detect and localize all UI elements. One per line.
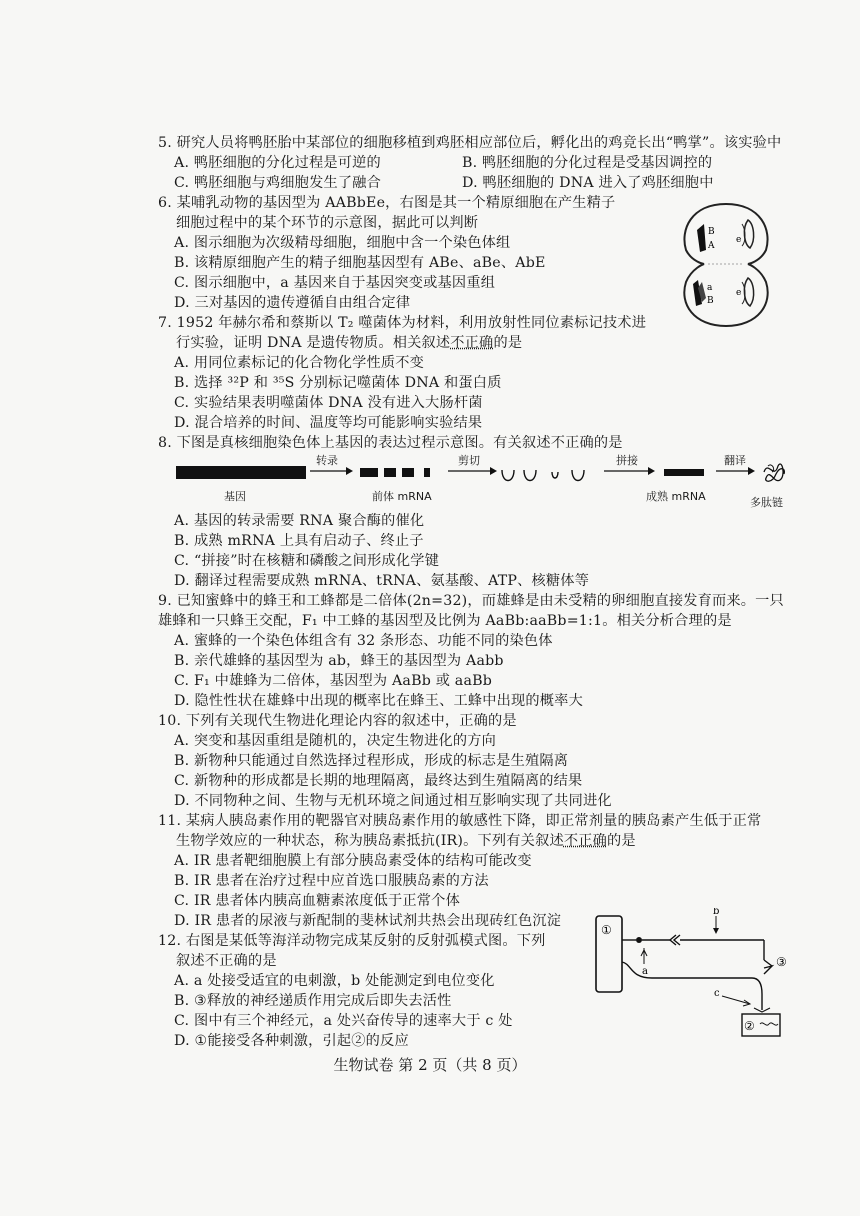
pre-mrna-segment xyxy=(402,468,414,477)
q9-stem-line1: 9. 已知蜜蜂中的蜂王和工蜂都是二倍体(2n=32)，而雄蜂是由未受精的卵细胞直接发育而来。一只 xyxy=(158,593,784,609)
q12-option-b: B. ③释放的神经递质作用完成后即失去活性 xyxy=(174,993,452,1009)
mature-mrna-bar xyxy=(664,469,704,476)
q10-stem: 10. 下列有关现代生物进化理论内容的叙述中，正确的是 xyxy=(158,713,517,729)
fig12-effector-synapse-label: ③ xyxy=(776,955,787,969)
q10-option-a: A. 突变和基因重组是随机的，决定生物进化的方向 xyxy=(174,733,497,749)
q11-stem-line2: 生物学效应的一种状态，称为胰岛素抵抗(IR)。下列有关叙述不正确的是 xyxy=(176,833,636,849)
q11-emphasis: 不正确 xyxy=(563,833,608,849)
q5-option-b: B. 鸭胚细胞的分化过程是受基因调控的 xyxy=(462,155,713,171)
q12-stem-line2: 叙述不正确的是 xyxy=(176,953,277,969)
fig12-effector-label: ② xyxy=(744,1019,755,1033)
q12-option-d: D. ①能接受各种刺激，引起②的反应 xyxy=(174,1033,409,1049)
q7-option-c: C. 实验结果表明噬菌体 DNA 没有进入大肠杆菌 xyxy=(174,395,483,411)
q12-option-c: C. 图中有三个神经元，a 处兴奋传导的速率大于 c 处 xyxy=(174,1013,513,1029)
q6-option-b: B. 该精原细胞产生的精子细胞基因型有 ABe、aBe、AbE xyxy=(174,255,546,271)
fig8-splice-label: 拼接 xyxy=(616,454,638,467)
q7-option-b: B. 选择 ³²P 和 ³⁵S 分别标记噬菌体 DNA 和蛋白质 xyxy=(174,375,502,391)
q11-option-b: B. IR 患者在治疗过程中应首选口服胰岛素的方法 xyxy=(174,873,489,889)
q5-option-a: A. 鸭胚细胞的分化过程是可逆的 xyxy=(174,155,381,171)
fig6-label-e-bottom: e xyxy=(736,288,742,298)
gene-bar xyxy=(176,466,306,479)
fig8-pre-mrna-label: 前体 mRNA xyxy=(372,490,432,503)
introns-icon xyxy=(500,466,600,486)
arrow-translate-icon xyxy=(716,466,756,476)
fig6-label-a: a xyxy=(707,283,713,293)
fig6-label-e-top: e xyxy=(736,235,742,245)
pre-mrna-segment xyxy=(384,468,396,477)
q6-option-c: C. 图示细胞中，a 基因来自于基因突变或基因重组 xyxy=(174,275,496,291)
q9-stem-line2: 雄蜂和一只蜂王交配，F₁ 中工蜂的基因型及比例为 AaBb:aaBb=1:1。相关分析合理的是 xyxy=(158,613,732,629)
fig12-receptor-label: ① xyxy=(601,923,612,937)
pre-mrna-segment xyxy=(360,468,378,477)
fig8-translate-label: 翻译 xyxy=(724,454,746,467)
fig8-peptide-label: 多肽链 xyxy=(750,496,783,509)
q9-option-c: C. F₁ 中雄蜂为二倍体，基因型为 AaBb 或 aaBb xyxy=(174,673,493,689)
q7-option-d: D. 混合培养的时间、温度等均可能影响实验结果 xyxy=(174,415,483,431)
q11-option-a: A. IR 患者靶细胞膜上有部分胰岛素受体的结构可能改变 xyxy=(174,853,532,869)
q6-stem-line2: 细胞过程中的某个环节的示意图，据此可以判断 xyxy=(176,215,479,231)
q10-option-c: C. 新物种的形成都是长期的地理隔离，最终达到生殖隔离的结果 xyxy=(174,773,583,789)
q10-option-d: D. 不同物种之间、生物与无机环境之间通过相互影响实现了共同进化 xyxy=(174,793,612,809)
fig12-b-label: b xyxy=(713,908,720,917)
fig8-cut-label: 剪切 xyxy=(458,454,480,467)
q6-option-d: D. 三对基因的遗传遵循自由组合定律 xyxy=(174,295,411,311)
q9-option-b: B. 亲代雄蜂的基因型为 ab，蜂王的基因型为 Aabb xyxy=(174,653,504,669)
arrow-cut-icon xyxy=(448,466,498,476)
q5-option-d: D. 鸭胚细胞的 DNA 进入了鸡胚细胞中 xyxy=(462,175,714,191)
fig8-gene-label: 基因 xyxy=(224,490,246,503)
q5-option-c: C. 鸭胚细胞与鸡细胞发生了融合 xyxy=(174,175,382,191)
page-footer: 生物试卷 第 2 页（共 8 页） xyxy=(333,1056,527,1074)
q7-emphasis: 不正确 xyxy=(450,335,494,351)
reflex-arc-figure xyxy=(592,908,802,1040)
q11-stem-line1: 11. 某病人胰岛素作用的靶器官对胰岛素作用的敏感性下降，即正常剂量的胰岛素产生低于正常 xyxy=(158,813,762,829)
q8-option-a: A. 基因的转录需要 RNA 聚合酶的催化 xyxy=(174,513,425,529)
q7-stem-line1: 7. 1952 年赫尔希和蔡斯以 T₂ 噬菌体为材料，利用放射性同位素标记技术进 xyxy=(158,315,647,331)
arrow-splice-icon xyxy=(604,466,656,476)
q5-stem: 5. 研究人员将鸭胚胎中某部位的细胞移植到鸡胚相应部位后，孵化出的鸡竞长出“鸭掌”。该实验中 xyxy=(158,135,782,151)
q12-stem-line1: 12. 右图是某低等海洋动物完成某反射的反射弧模式图。下列 xyxy=(158,933,546,949)
q11-option-d: D. IR 患者的尿液与新配制的斐林试剂共热会出现砖红色沉淀 xyxy=(174,913,562,929)
q8-option-d: D. 翻译过程需要成熟 mRNA、tRNA、氨基酸、ATP、核糖体等 xyxy=(174,573,590,589)
q8-stem: 8. 下图是真核细胞染色体上基因的表达过程示意图。有关叙述不正确的是 xyxy=(158,435,623,451)
pre-mrna-segment xyxy=(424,468,430,477)
q12-option-a: A. a 处接受适宜的电刺激，b 处能测定到电位变化 xyxy=(174,973,495,989)
q6-option-a: A. 图示细胞为次级精母细胞，细胞中含一个染色体组 xyxy=(174,235,511,251)
fig8-mature-mrna-label: 成熟 mRNA xyxy=(646,490,706,503)
fig8-transcribe-label: 转录 xyxy=(316,454,338,467)
q7-stem-line2: 行实验，证明 DNA 是遗传物质。相关叙述不正确的是 xyxy=(176,335,523,351)
q6-stem-line1: 6. 某哺乳动物的基因型为 AABbEe，右图是其一个精原细胞在产生精子 xyxy=(158,195,616,211)
fig12-c-label: c xyxy=(714,988,720,999)
q8-option-b: B. 成熟 mRNA 上具有启动子、终止子 xyxy=(174,533,424,549)
fig6-label-A: A xyxy=(708,241,715,251)
q9-option-d: D. 隐性性状在雄蜂中出现的概率比在蜂王、工蜂中出现的概率大 xyxy=(174,693,583,709)
polypeptide-icon xyxy=(760,458,790,486)
q11-option-c: C. IR 患者体内胰高血糖素浓度低于正常个体 xyxy=(174,893,460,909)
q10-option-b: B. 新物种只能通过自然选择过程形成，形成的标志是生殖隔离 xyxy=(174,753,569,769)
fig12-a-label: a xyxy=(642,966,648,977)
q8-option-c: C. “拼接”时在核糖和磷酸之间形成化学键 xyxy=(174,553,440,569)
meiosis-cell-figure xyxy=(676,200,776,330)
q9-option-a: A. 蜜蜂的一个染色体组含有 32 条形态、功能不同的染色体 xyxy=(174,633,553,649)
fig6-label-B-top: B xyxy=(708,227,715,237)
arrow-transcribe-icon xyxy=(310,466,354,476)
q7-option-a: A. 用同位素标记的化合物化学性质不变 xyxy=(174,355,425,371)
fig6-label-B-bottom: B xyxy=(707,296,714,306)
gene-expression-figure xyxy=(176,454,796,512)
